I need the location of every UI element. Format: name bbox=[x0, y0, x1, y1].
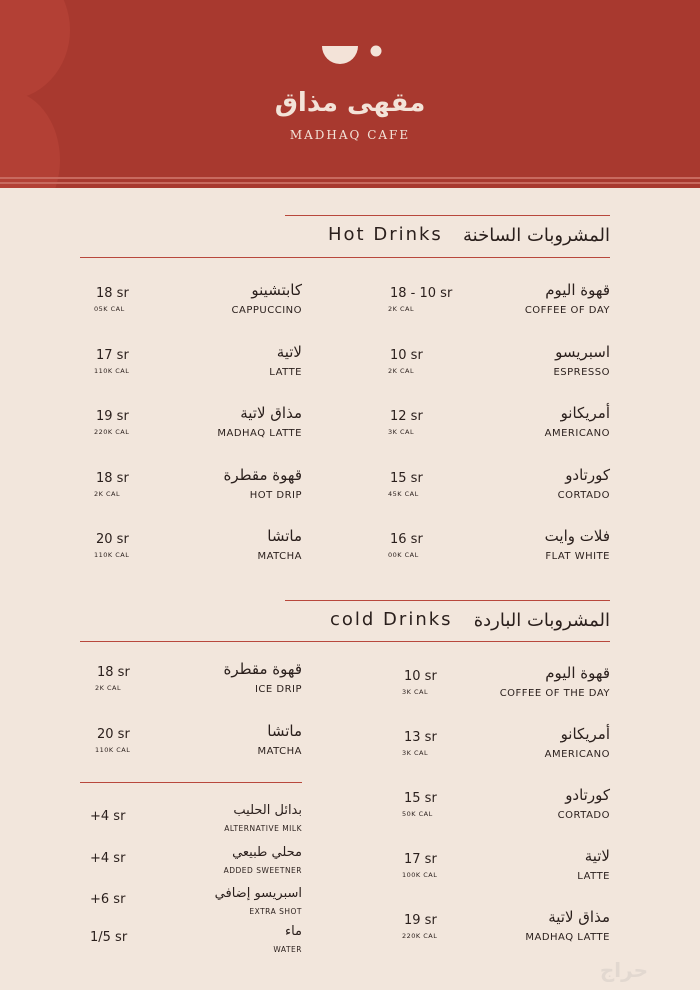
watermark: حراج bbox=[599, 958, 648, 982]
divider bbox=[80, 257, 610, 258]
item-name-ar: أمريكانو bbox=[560, 725, 610, 743]
cold-section-title-en: cold Drinks bbox=[330, 609, 453, 630]
item-name-ar: كابتشينو bbox=[251, 281, 302, 299]
item-price: 18 sr bbox=[96, 470, 129, 486]
item-name-en: HOT DRIP bbox=[249, 489, 302, 501]
extra-name-ar: بدائل الحليب bbox=[233, 803, 302, 818]
item-name-en: COFFEE OF THE DAY bbox=[499, 688, 610, 699]
item-price: 19 sr bbox=[404, 913, 437, 928]
item-name-ar: فلات وايت bbox=[544, 527, 610, 545]
item-name-ar: لاتية bbox=[276, 342, 302, 361]
item-name-ar: قهوة مقطرة bbox=[223, 465, 302, 484]
item-name-ar: أمريكانو bbox=[560, 404, 610, 422]
item-name-en: COFFEE OF DAY bbox=[524, 305, 610, 316]
item-price: 20 sr bbox=[97, 727, 130, 742]
item-calories: 2K CAL bbox=[388, 305, 415, 313]
item-name-ar: كورتادو bbox=[565, 465, 610, 484]
item-price: 15 sr bbox=[404, 791, 437, 806]
item-name-en: MADHAQ LATTE bbox=[525, 932, 610, 943]
item-calories: 05K CAL bbox=[94, 305, 125, 313]
item-name-ar: مذاق لاتية bbox=[240, 404, 302, 422]
item-name-en: CAPPUCCINO bbox=[231, 305, 302, 316]
item-calories: 45K CAL bbox=[388, 489, 419, 498]
item-name-en: AMERICANO bbox=[544, 428, 610, 439]
item-name-en: ICE DRIP bbox=[254, 684, 302, 695]
extra-price: +6 sr bbox=[90, 892, 126, 907]
extra-name-en: ALTERNATIVE MILK bbox=[224, 824, 302, 833]
item-name-en: FLAT WHITE bbox=[545, 551, 610, 562]
item-price: 19 sr bbox=[96, 409, 129, 424]
extra-name-en: WATER bbox=[273, 945, 302, 954]
item-calories: 00K CAL bbox=[388, 551, 419, 559]
item-price: 18 sr bbox=[96, 286, 129, 301]
item-name-ar: لاتية bbox=[584, 847, 610, 865]
extra-price: 1/5 sr bbox=[90, 930, 128, 945]
item-calories: 220K CAL bbox=[94, 428, 130, 436]
item-calories: 110K CAL bbox=[94, 551, 130, 559]
item-name-en: CORTADO bbox=[557, 489, 610, 501]
item-calories: 220K CAL bbox=[402, 932, 438, 940]
divider bbox=[80, 782, 302, 783]
extra-price: +4 sr bbox=[90, 851, 126, 866]
item-price: 15 sr bbox=[390, 470, 423, 486]
item-name-ar: ماتشا bbox=[267, 722, 302, 740]
item-price: 17 sr bbox=[96, 347, 129, 363]
item-name-en: LATTE bbox=[269, 366, 302, 378]
item-calories: 2K CAL bbox=[94, 489, 121, 498]
divider bbox=[0, 182, 700, 184]
item-price: 13 sr bbox=[404, 730, 437, 745]
extra-price: +4 sr bbox=[90, 809, 126, 824]
decorative-arc bbox=[0, 0, 70, 100]
divider bbox=[80, 641, 610, 642]
item-name-ar: ماتشا bbox=[267, 527, 302, 545]
cold-section-title-ar: المشروبات الباردة bbox=[473, 610, 610, 631]
item-calories: 2K CAL bbox=[388, 366, 415, 375]
item-name-ar: اسبريسو bbox=[555, 342, 610, 361]
item-price: 10 sr bbox=[390, 347, 423, 363]
extra-name-en: ADDED SWEETNER bbox=[223, 866, 302, 875]
item-calories: 3K CAL bbox=[402, 749, 429, 757]
item-calories: 50K CAL bbox=[402, 810, 433, 818]
divider bbox=[0, 177, 700, 179]
divider bbox=[285, 600, 610, 601]
extra-name-en: EXTRA SHOT bbox=[249, 907, 302, 916]
header-banner bbox=[0, 0, 700, 188]
item-name-ar: مذاق لاتية bbox=[548, 908, 610, 926]
item-name-en: LATTE bbox=[577, 871, 610, 882]
hot-section-title-en: Hot Drinks bbox=[328, 224, 443, 245]
item-name-en: MATCHA bbox=[257, 746, 302, 757]
item-name-en: CORTADO bbox=[557, 810, 610, 821]
item-price: 16 sr bbox=[390, 532, 423, 547]
item-calories: 100K CAL bbox=[402, 871, 438, 879]
hot-section-title-ar: المشروبات الساخنة bbox=[463, 225, 610, 246]
item-name-ar: كورتادو bbox=[565, 786, 610, 804]
item-name-en: MATCHA bbox=[257, 551, 302, 562]
item-calories: 110K CAL bbox=[94, 366, 130, 375]
item-name-ar: قهوة مقطرة bbox=[223, 660, 302, 678]
item-price: 17 sr bbox=[404, 852, 437, 867]
extra-name-ar: محلي طبيعي bbox=[232, 845, 302, 860]
extra-name-ar: اسبريسو إضافي bbox=[214, 886, 302, 901]
item-price: 18 - 10 sr bbox=[390, 286, 453, 301]
logo-icon bbox=[320, 44, 390, 76]
item-name-en: AMERICANO bbox=[544, 749, 610, 760]
item-calories: 110K CAL bbox=[95, 746, 131, 754]
item-name-ar: قهوة اليوم bbox=[545, 281, 610, 299]
item-calories: 3K CAL bbox=[402, 688, 429, 696]
brand-name-arabic: مقهى مذاق bbox=[274, 88, 426, 118]
item-price: 10 sr bbox=[404, 669, 437, 684]
item-price: 20 sr bbox=[96, 532, 129, 547]
brand-name-english: MADHAQ CAFE bbox=[289, 128, 411, 142]
extra-name-ar: ماء bbox=[284, 924, 302, 939]
item-calories: 3K CAL bbox=[388, 428, 415, 436]
item-name-ar: قهوة اليوم bbox=[545, 664, 610, 682]
item-price: 12 sr bbox=[390, 409, 423, 424]
item-name-en: ESPRESSO bbox=[553, 366, 610, 378]
divider bbox=[285, 215, 610, 216]
item-price: 18 sr bbox=[97, 665, 130, 680]
item-name-en: MADHAQ LATTE bbox=[217, 428, 302, 439]
item-calories: 2K CAL bbox=[95, 684, 122, 692]
